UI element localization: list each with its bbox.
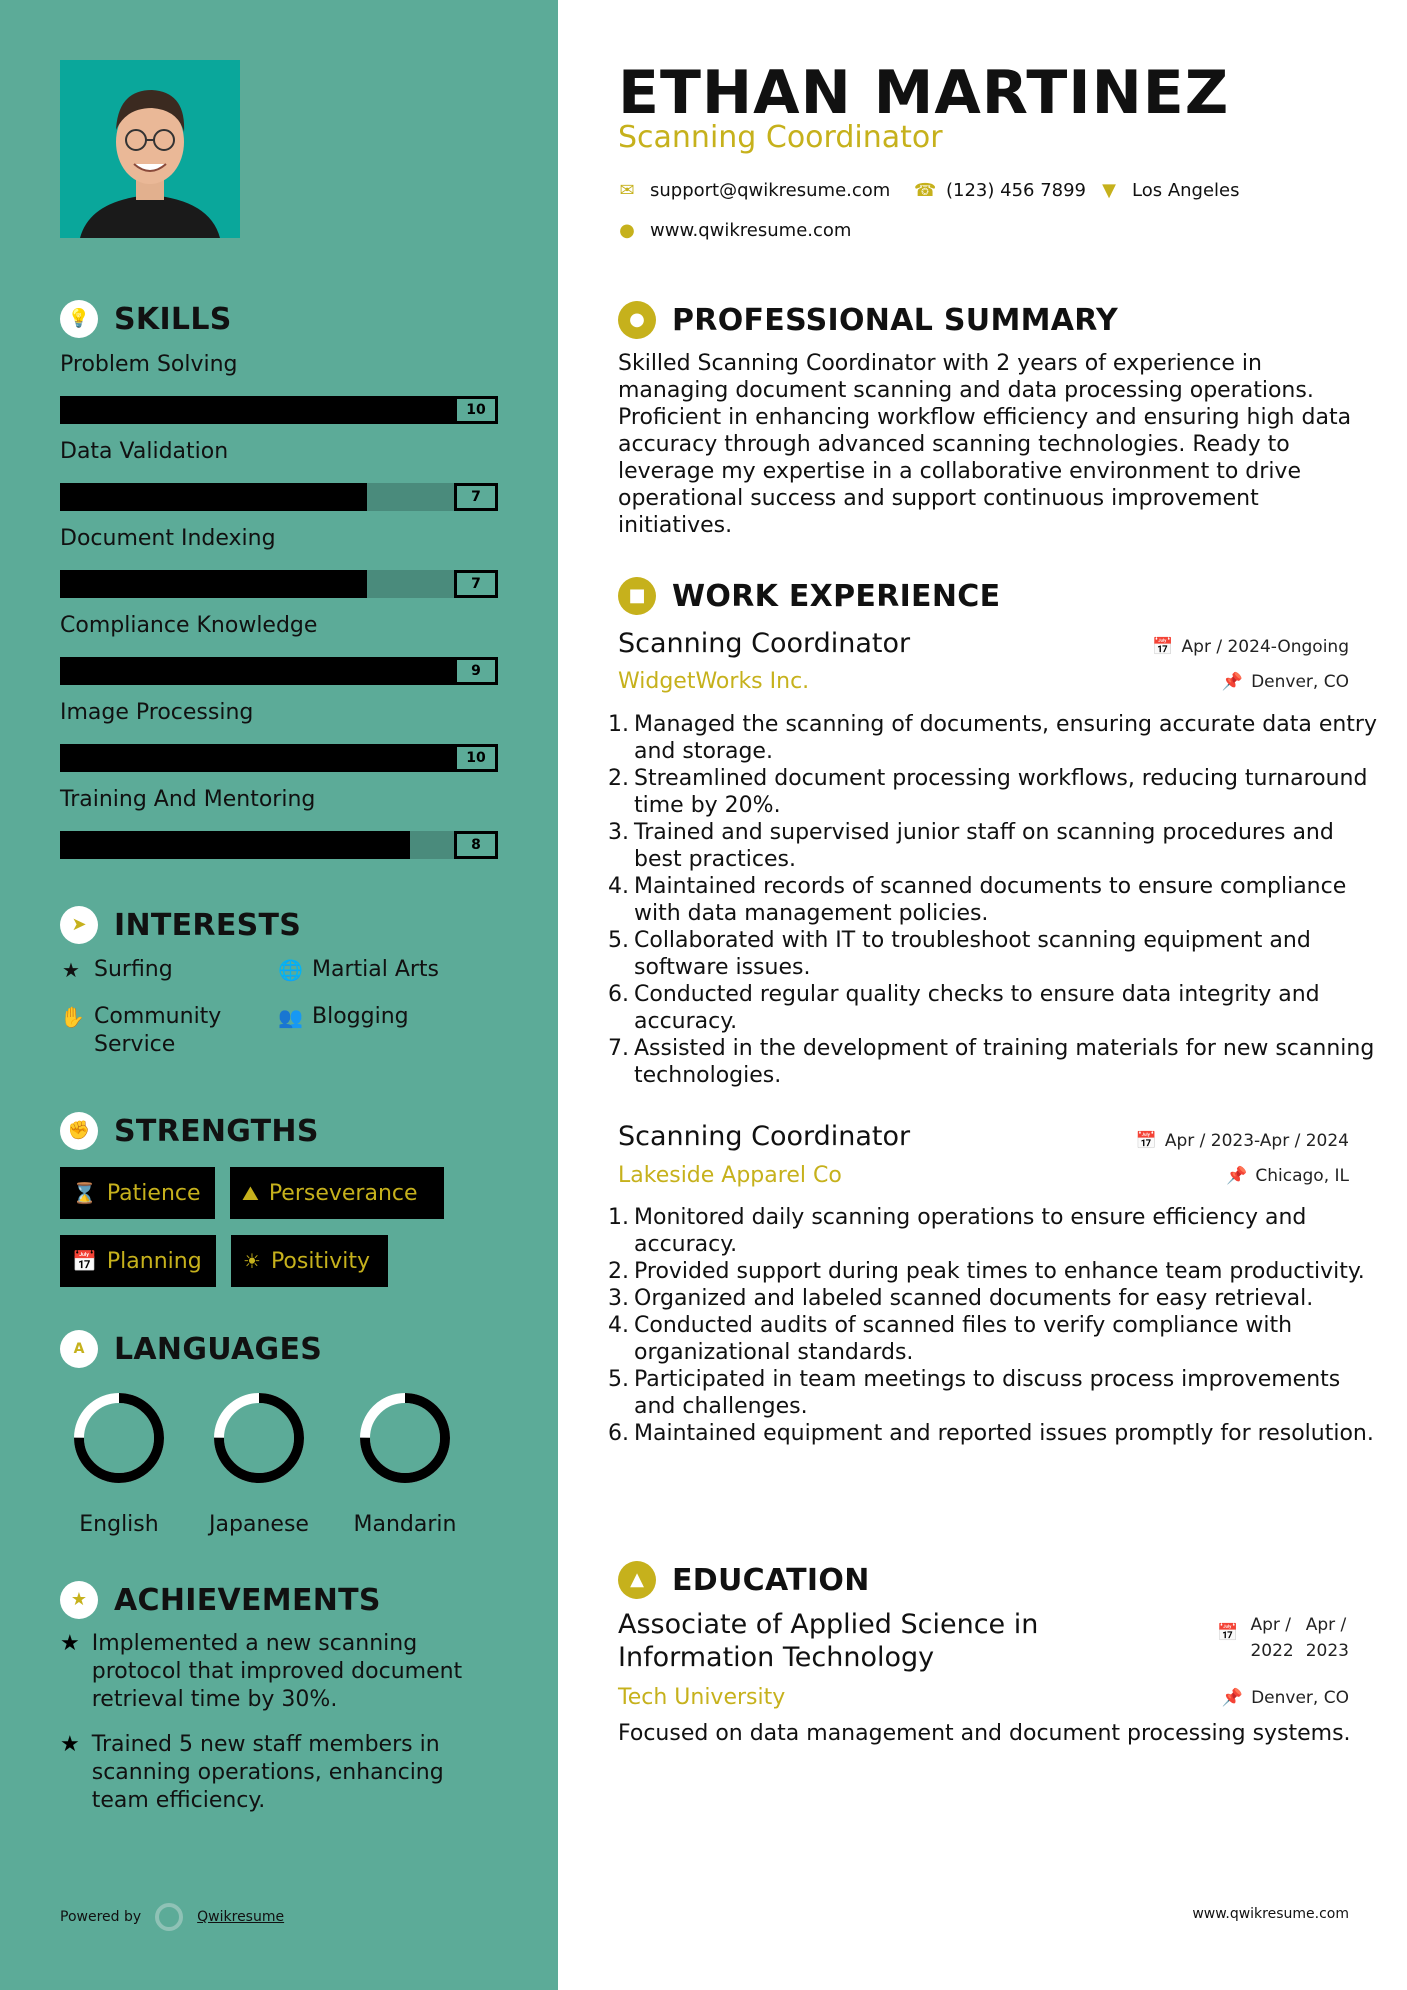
skill-fill xyxy=(60,396,454,424)
language-gauge xyxy=(71,1390,167,1486)
map-pin-icon: ▼ xyxy=(1102,180,1116,201)
list-item: 1. Monitored daily scanning operations to ensure efficiency and accuracy. xyxy=(608,1205,1307,1257)
summary-heading: ● PROFESSIONAL SUMMARY xyxy=(618,301,1118,339)
translate-icon: A xyxy=(60,1330,98,1368)
skill-item xyxy=(60,439,498,511)
skill-name: Training And Mentoring xyxy=(60,787,316,812)
interest-item: ★ Surfing xyxy=(60,956,173,984)
skill-item xyxy=(60,613,498,685)
skill-item xyxy=(60,700,498,772)
achievement-item: ★ Implemented a new scanning protocol that improved document retrieval time by 30%. xyxy=(60,1631,463,1712)
list-item: 2. Streamlined document processing workflows, reducing turnaround time by 20%. xyxy=(608,766,1368,818)
graduation-cap-icon: ▲ xyxy=(618,1561,656,1599)
list-item: 6. Maintained equipment and reported issues promptly for resolution. xyxy=(608,1421,1374,1446)
calendar-icon: 📅 xyxy=(1152,637,1174,657)
globe-icon: ● xyxy=(619,220,635,241)
pin-icon: 📌 xyxy=(1226,1166,1248,1186)
skill-bar xyxy=(60,570,498,598)
sun-icon: ☀ xyxy=(243,1249,261,1273)
globe-icon: 🌐 xyxy=(278,958,303,982)
languages-heading: A LANGUAGES xyxy=(60,1330,322,1368)
language-name: English xyxy=(79,1512,159,1537)
job-date: 📅 Apr / 2023-Apr / 2024 xyxy=(1135,1131,1349,1151)
list-item: 1. Managed the scanning of documents, ensuring accurate data entry and storage. xyxy=(608,712,1377,764)
skill-bar xyxy=(60,657,498,685)
job-title: Scanning Coordinator xyxy=(618,628,911,659)
job-company: Lakeside Apparel Co xyxy=(618,1163,842,1188)
skill-name: Image Processing xyxy=(60,700,254,725)
skill-level: 7 xyxy=(454,570,498,598)
skill-bar xyxy=(60,396,498,424)
skill-level: 10 xyxy=(454,744,498,772)
list-item: 3. Organized and labeled scanned documents for easy retrieval. xyxy=(608,1286,1314,1311)
skill-fill xyxy=(60,831,410,859)
skill-bar xyxy=(60,831,498,859)
person-title: Scanning Coordinator xyxy=(618,120,943,155)
pin-icon: 📌 xyxy=(1221,1688,1244,1708)
main-content xyxy=(558,0,1407,1990)
job-responsibilities xyxy=(608,711,1378,1089)
envelope-icon: ✉ xyxy=(619,180,635,201)
interest-item: 👥 Blogging xyxy=(278,1004,409,1029)
interest-item: ✋ Community Service xyxy=(60,1004,222,1057)
job-company: WidgetWorks Inc. xyxy=(618,669,810,694)
list-item: 7. Assisted in the development of training materials for new scanning technologies. xyxy=(608,1036,1375,1088)
skill-item xyxy=(60,787,498,859)
calendar-icon: 📅 xyxy=(1217,1623,1239,1643)
skill-fill xyxy=(60,744,454,772)
skill-level: 8 xyxy=(454,831,498,859)
list-item: 5. Participated in team meetings to discuss process improvements and challenges. xyxy=(608,1367,1341,1419)
skill-fill xyxy=(60,483,367,511)
users-icon: 👥 xyxy=(278,1005,303,1029)
education-school: Tech University xyxy=(618,1685,786,1710)
lightbulb-icon: 💡 xyxy=(60,300,98,338)
skill-name: Document Indexing xyxy=(60,526,276,551)
skills-heading: 💡 SKILLS xyxy=(60,300,232,338)
achievements-heading: ★ ACHIEVEMENTS xyxy=(60,1581,381,1619)
summary-text: Skilled Scanning Coordinator with 2 years of experience in managing document scanning and data processing operations. Proficient in enhancing workflow efficiency and ensuring high data accuracy through advanced scanning technologies. Ready to leverage my expertise in a collaborative environment to drive operational success and support continuous improvement initiatives. xyxy=(618,351,1352,538)
hand-icon: ✋ xyxy=(60,1005,85,1029)
skill-item xyxy=(60,526,498,598)
contact-location: ▼ Los Angeles xyxy=(1100,180,1240,201)
language-gauge xyxy=(211,1390,307,1486)
skill-item xyxy=(60,352,498,424)
education-degree: Associate of Applied Science in Information Technology xyxy=(618,1609,1039,1673)
star-icon: ★ xyxy=(60,1631,80,1656)
language-gauge xyxy=(357,1390,453,1486)
qwikresume-logo-icon xyxy=(155,1903,183,1931)
list-item: 5. Collaborated with IT to troubleshoot scanning equipment and software issues. xyxy=(608,928,1311,980)
language-name: Japanese xyxy=(209,1512,309,1537)
trophy-star-icon: ★ xyxy=(60,1581,98,1619)
calendar-icon: 📅 xyxy=(1135,1131,1157,1151)
paper-plane-icon: ➤ xyxy=(60,906,98,944)
list-item: 4. Maintained records of scanned documents to ensure compliance with data management policies. xyxy=(608,874,1347,926)
skill-name: Compliance Knowledge xyxy=(60,613,318,638)
education-date: 📅 Apr / 2022 Apr / 2023 xyxy=(1217,1615,1349,1661)
education-heading: ▲ EDUCATION xyxy=(618,1561,870,1599)
list-item: 6. Conducted regular quality checks to ensure data integrity and accuracy. xyxy=(608,982,1320,1034)
skill-bar xyxy=(60,483,498,511)
person-name: ETHAN MARTINEZ xyxy=(618,58,1230,128)
achievement-item: ★ Trained 5 new staff members in scanning operations, enhancing team efficiency. xyxy=(60,1732,444,1813)
skill-bar xyxy=(60,744,498,772)
skill-name: Problem Solving xyxy=(60,352,238,377)
job-responsibilities xyxy=(608,1204,1378,1447)
interest-item: 🌐 Martial Arts xyxy=(278,957,440,982)
education-location: 📌 Denver, CO xyxy=(1221,1688,1349,1708)
strength-tag: 📅 Planning xyxy=(60,1235,216,1287)
strength-tag: ⛰ Perseverance xyxy=(230,1167,444,1219)
list-item: 3. Trained and supervised junior staff on scanning procedures and best practices. xyxy=(608,820,1334,872)
star-icon: ★ xyxy=(60,1732,80,1757)
profile-photo xyxy=(60,60,240,238)
footer-url[interactable]: www.qwikresume.com xyxy=(1192,1906,1349,1922)
language-name: Mandarin xyxy=(353,1512,457,1537)
contact-phone[interactable]: ☎ (123) 456 7899 xyxy=(914,180,1087,201)
star-icon: ★ xyxy=(62,958,80,982)
strength-tag: ☀ Positivity xyxy=(231,1235,388,1287)
fist-icon: ✊ xyxy=(60,1112,98,1150)
briefcase-icon: ■ xyxy=(618,577,656,615)
contact-email[interactable]: ✉ support@qwikresume.com xyxy=(619,180,891,201)
user-icon: ● xyxy=(618,301,656,339)
interests-heading: ➤ INTERESTS xyxy=(60,906,301,944)
qwikresume-link[interactable]: Qwikresume xyxy=(197,1909,285,1925)
calendar-icon: 📅 xyxy=(72,1249,97,1273)
skill-name: Data Validation xyxy=(60,439,229,464)
job-title: Scanning Coordinator xyxy=(618,1121,911,1152)
skill-level: 10 xyxy=(454,396,498,424)
list-item: 2. Provided support during peak times to enhance team productivity. xyxy=(608,1259,1365,1284)
job-location: 📌 Denver, CO xyxy=(1221,672,1349,692)
education-description: Focused on data management and document processing systems. xyxy=(618,1721,1351,1746)
road-icon: ⛰ xyxy=(242,1181,259,1205)
strength-tag: ⌛ Patience xyxy=(60,1167,215,1219)
hourglass-icon: ⌛ xyxy=(72,1181,97,1205)
language-item xyxy=(54,1390,184,1537)
phone-icon: ☎ xyxy=(914,180,937,201)
skill-fill xyxy=(60,570,367,598)
list-item: 4. Conducted audits of scanned files to verify compliance with organizational standards. xyxy=(608,1313,1293,1365)
contact-website[interactable]: ● www.qwikresume.com xyxy=(619,220,852,241)
pin-icon: 📌 xyxy=(1221,672,1244,692)
skill-level: 7 xyxy=(454,483,498,511)
skill-fill xyxy=(60,657,454,685)
job-date: 📅 Apr / 2024-Ongoing xyxy=(1152,637,1349,657)
job-location: 📌 Chicago, IL xyxy=(1226,1166,1349,1186)
sidebar xyxy=(0,0,558,1990)
strengths-heading: ✊ STRENGTHS xyxy=(60,1112,319,1150)
language-item xyxy=(340,1390,470,1537)
language-item xyxy=(194,1390,324,1537)
skill-level: 9 xyxy=(454,657,498,685)
powered-by: Powered by Qwikresume xyxy=(60,1903,284,1931)
experience-heading: ■ WORK EXPERIENCE xyxy=(618,577,1000,615)
